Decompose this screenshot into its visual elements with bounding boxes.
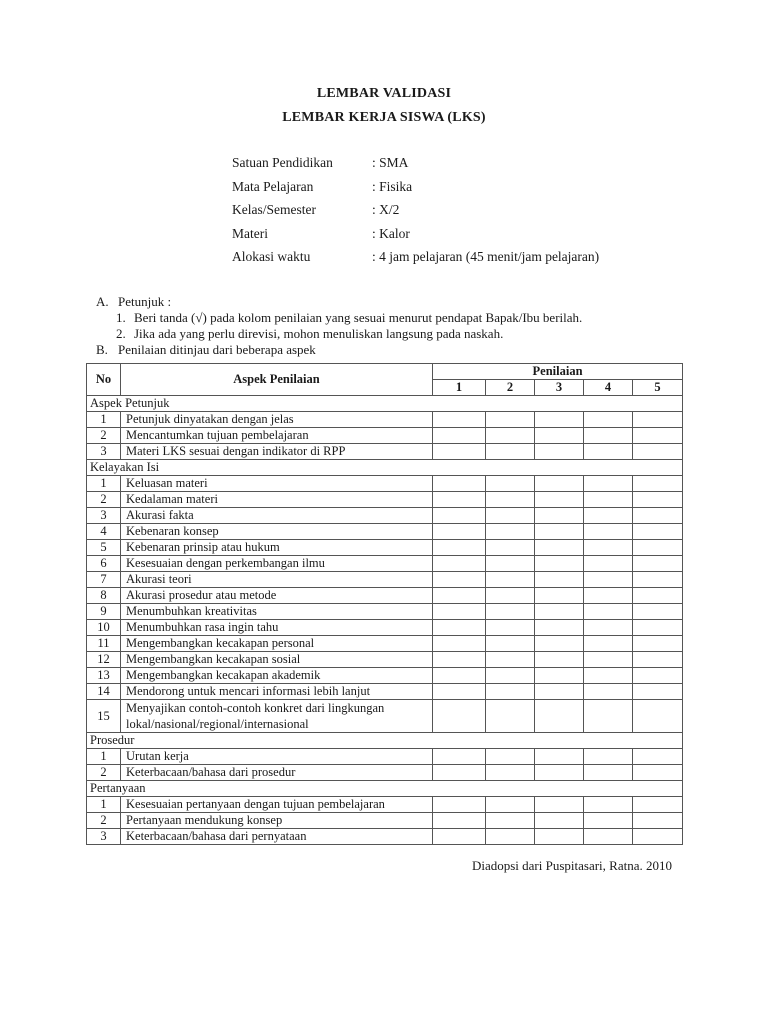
row-aspect: Akurasi fakta — [121, 508, 433, 524]
score-cell-3[interactable] — [535, 652, 584, 668]
table-row — [87, 684, 683, 700]
score-cell-3[interactable] — [535, 813, 584, 829]
score-cell-4[interactable] — [584, 684, 633, 700]
row-aspect: Menyajikan contoh-contoh konkret dari lingkungan lokal/nasional/regional/internasional — [121, 700, 433, 733]
score-cell-1[interactable] — [433, 636, 486, 652]
row-number: 2 — [87, 492, 121, 508]
score-cell-4[interactable] — [584, 476, 633, 492]
table-header-row — [87, 364, 683, 380]
score-cell-1[interactable] — [433, 524, 486, 540]
score-cell-4[interactable] — [584, 652, 633, 668]
score-cell-1[interactable] — [433, 829, 486, 845]
score-cell-3[interactable] — [535, 829, 584, 845]
instruction-b — [96, 342, 582, 358]
score-cell-3[interactable] — [535, 765, 584, 781]
header-penilaian: Penilaian — [433, 364, 683, 380]
score-cell-3[interactable] — [535, 412, 584, 428]
score-cell-4[interactable] — [584, 556, 633, 572]
score-cell-4[interactable] — [584, 540, 633, 556]
score-cell-3[interactable] — [535, 508, 584, 524]
score-cell-4[interactable] — [584, 604, 633, 620]
identity-block — [232, 155, 599, 273]
score-header: 4 — [584, 380, 633, 396]
item-number: 2. — [116, 326, 126, 341]
score-header: 3 — [535, 380, 584, 396]
table-row — [87, 412, 683, 428]
score-cell-5[interactable] — [633, 797, 683, 813]
score-cell-3[interactable] — [535, 524, 584, 540]
section-title: Aspek Petunjuk — [87, 396, 683, 412]
instruction-item-2 — [96, 326, 582, 342]
table-row — [87, 556, 683, 572]
score-cell-4[interactable] — [584, 620, 633, 636]
score-cell-2[interactable] — [486, 412, 535, 428]
score-cell-1[interactable] — [433, 412, 486, 428]
score-cell-4[interactable] — [584, 700, 633, 733]
score-cell-5[interactable] — [633, 588, 683, 604]
score-cell-2[interactable] — [486, 444, 535, 460]
score-cell-2[interactable] — [486, 604, 535, 620]
row-aspect: Mengembangkan kecakapan sosial — [121, 652, 433, 668]
table-row — [87, 428, 683, 444]
score-cell-1[interactable] — [433, 476, 486, 492]
score-cell-1[interactable] — [433, 620, 486, 636]
score-cell-1[interactable] — [433, 684, 486, 700]
score-cell-5[interactable] — [633, 508, 683, 524]
score-header: 5 — [633, 380, 683, 396]
score-cell-4[interactable] — [584, 668, 633, 684]
meta-row-satuan — [232, 155, 599, 179]
score-cell-1[interactable] — [433, 749, 486, 765]
score-cell-4[interactable] — [584, 829, 633, 845]
row-number: 1 — [87, 476, 121, 492]
table-row — [87, 765, 683, 781]
score-cell-4[interactable] — [584, 813, 633, 829]
table-row — [87, 492, 683, 508]
score-cell-2[interactable] — [486, 684, 535, 700]
item-text: Jika ada yang perlu direvisi, mohon menuliskan langsung pada naskah. — [134, 326, 504, 341]
section-row — [87, 733, 683, 749]
row-aspect: Kebenaran prinsip atau hukum — [121, 540, 433, 556]
row-number: 11 — [87, 636, 121, 652]
table-row — [87, 652, 683, 668]
score-cell-5[interactable] — [633, 765, 683, 781]
row-aspect: Urutan kerja — [121, 749, 433, 765]
score-cell-3[interactable] — [535, 668, 584, 684]
score-cell-5[interactable] — [633, 412, 683, 428]
score-cell-5[interactable] — [633, 684, 683, 700]
section-text: Petunjuk : — [118, 294, 172, 309]
score-cell-1[interactable] — [433, 604, 486, 620]
table-row — [87, 444, 683, 460]
score-cell-5[interactable] — [633, 556, 683, 572]
row-aspect: Kebenaran konsep — [121, 524, 433, 540]
section-row — [87, 460, 683, 476]
instruction-item-1 — [96, 310, 582, 326]
score-cell-3[interactable] — [535, 476, 584, 492]
score-cell-1[interactable] — [433, 556, 486, 572]
score-cell-2[interactable] — [486, 492, 535, 508]
row-aspect: Petunjuk dinyatakan dengan jelas — [121, 412, 433, 428]
score-cell-1[interactable] — [433, 652, 486, 668]
section-letter: A. — [96, 294, 109, 309]
assessment-table — [86, 363, 683, 845]
header-no: No — [87, 364, 121, 396]
section-title: Kelayakan Isi — [87, 460, 683, 476]
row-aspect: Keterbacaan/bahasa dari pernyataan — [121, 829, 433, 845]
score-cell-2[interactable] — [486, 540, 535, 556]
item-text: Beri tanda (√) pada kolom penilaian yang sesuai menurut pendapat Bapak/Ibu berilah. — [134, 310, 583, 325]
score-cell-4[interactable] — [584, 524, 633, 540]
section-letter: B. — [96, 342, 108, 357]
score-cell-5[interactable] — [633, 572, 683, 588]
table-row — [87, 540, 683, 556]
row-number: 5 — [87, 540, 121, 556]
meta-label: Satuan Pendidikan — [232, 155, 333, 170]
meta-label: Materi — [232, 225, 268, 241]
score-cell-4[interactable] — [584, 636, 633, 652]
score-cell-4[interactable] — [584, 492, 633, 508]
score-cell-1[interactable] — [433, 492, 486, 508]
score-cell-5[interactable] — [633, 540, 683, 556]
score-cell-4[interactable] — [584, 444, 633, 460]
score-cell-4[interactable] — [584, 412, 633, 428]
score-cell-2[interactable] — [486, 508, 535, 524]
meta-row-kelas — [232, 202, 599, 226]
row-aspect: Kedalaman materi — [121, 492, 433, 508]
score-cell-4[interactable] — [584, 508, 633, 524]
score-cell-2[interactable] — [486, 700, 535, 733]
score-cell-5[interactable] — [633, 652, 683, 668]
score-cell-3[interactable] — [535, 636, 584, 652]
score-cell-5[interactable] — [633, 749, 683, 765]
row-aspect: Mengembangkan kecakapan akademik — [121, 668, 433, 684]
row-number: 3 — [87, 508, 121, 524]
score-cell-4[interactable] — [584, 797, 633, 813]
row-aspect: Akurasi teori — [121, 572, 433, 588]
row-aspect: Materi LKS sesuai dengan indikator di RPP — [121, 444, 433, 460]
row-number: 14 — [87, 684, 121, 700]
table-row — [87, 572, 683, 588]
score-cell-1[interactable] — [433, 765, 486, 781]
score-cell-5[interactable] — [633, 620, 683, 636]
table-row — [87, 636, 683, 652]
table-row — [87, 524, 683, 540]
score-header: 1 — [433, 380, 486, 396]
row-aspect: Akurasi prosedur atau metode — [121, 588, 433, 604]
score-cell-5[interactable] — [633, 444, 683, 460]
score-cell-2[interactable] — [486, 572, 535, 588]
meta-value: : X/2 — [372, 202, 400, 217]
meta-row-materi — [232, 226, 599, 250]
table-row — [87, 508, 683, 524]
score-cell-4[interactable] — [584, 572, 633, 588]
score-cell-1[interactable] — [433, 444, 486, 460]
score-cell-2[interactable] — [486, 636, 535, 652]
meta-row-alokasi — [232, 249, 599, 273]
score-cell-3[interactable] — [535, 492, 584, 508]
score-cell-4[interactable] — [584, 749, 633, 765]
score-cell-4[interactable] — [584, 428, 633, 444]
row-number: 12 — [87, 652, 121, 668]
table-row — [87, 604, 683, 620]
score-cell-2[interactable] — [486, 765, 535, 781]
meta-value: : SMA — [372, 155, 409, 170]
score-cell-1[interactable] — [433, 572, 486, 588]
score-cell-2[interactable] — [486, 588, 535, 604]
score-cell-1[interactable] — [433, 700, 486, 733]
row-number: 2 — [87, 813, 121, 829]
row-number: 8 — [87, 588, 121, 604]
score-cell-1[interactable] — [433, 797, 486, 813]
score-cell-3[interactable] — [535, 684, 584, 700]
table-row — [87, 588, 683, 604]
row-number: 1 — [87, 797, 121, 813]
section-row — [87, 396, 683, 412]
row-number: 15 — [87, 700, 121, 733]
row-number: 3 — [87, 829, 121, 845]
instruction-a — [96, 294, 582, 310]
table-row — [87, 668, 683, 684]
section-title: Prosedur — [87, 733, 683, 749]
score-cell-3[interactable] — [535, 797, 584, 813]
table-row — [87, 797, 683, 813]
row-number: 9 — [87, 604, 121, 620]
score-cell-2[interactable] — [486, 749, 535, 765]
header-aspek: Aspek Penilaian — [121, 364, 433, 396]
score-cell-5[interactable] — [633, 604, 683, 620]
score-cell-4[interactable] — [584, 588, 633, 604]
row-aspect: Mendorong untuk mencari informasi lebih lanjut — [121, 684, 433, 700]
row-number: 3 — [87, 444, 121, 460]
score-cell-2[interactable] — [486, 829, 535, 845]
row-number: 6 — [87, 556, 121, 572]
score-cell-2[interactable] — [486, 797, 535, 813]
score-cell-5[interactable] — [633, 668, 683, 684]
row-aspect: Mengembangkan kecakapan personal — [121, 636, 433, 652]
score-cell-1[interactable] — [433, 588, 486, 604]
score-cell-5[interactable] — [633, 700, 683, 733]
meta-label: Mata Pelajaran — [232, 178, 314, 194]
page-subtitle: LEMBAR KERJA SISWA (LKS) — [282, 110, 486, 125]
table-row — [87, 620, 683, 636]
score-cell-2[interactable] — [486, 524, 535, 540]
score-cell-5[interactable] — [633, 829, 683, 845]
score-cell-3[interactable] — [535, 572, 584, 588]
score-cell-1[interactable] — [433, 540, 486, 556]
row-number: 1 — [87, 412, 121, 428]
score-cell-3[interactable] — [535, 620, 584, 636]
score-cell-5[interactable] — [633, 476, 683, 492]
score-cell-3[interactable] — [535, 444, 584, 460]
page-title: LEMBAR VALIDASI — [316, 86, 452, 101]
row-number: 2 — [87, 765, 121, 781]
score-cell-2[interactable] — [486, 652, 535, 668]
meta-row-mapel — [232, 179, 599, 203]
row-aspect: Keterbacaan/bahasa dari prosedur — [121, 765, 433, 781]
score-cell-3[interactable] — [535, 556, 584, 572]
score-cell-1[interactable] — [433, 428, 486, 444]
row-aspect: Menumbuhkan rasa ingin tahu — [121, 620, 433, 636]
score-cell-2[interactable] — [486, 556, 535, 572]
meta-label: Alokasi waktu — [232, 249, 311, 264]
score-cell-5[interactable] — [633, 636, 683, 652]
score-cell-2[interactable] — [486, 620, 535, 636]
row-aspect: Mencantumkan tujuan pembelajaran — [121, 428, 433, 444]
score-cell-4[interactable] — [584, 765, 633, 781]
table-row — [87, 476, 683, 492]
row-aspect: Menumbuhkan kreativitas — [121, 604, 433, 620]
score-cell-3[interactable] — [535, 749, 584, 765]
score-cell-1[interactable] — [433, 813, 486, 829]
score-cell-2[interactable] — [486, 668, 535, 684]
row-number: 2 — [87, 428, 121, 444]
row-aspect: Pertanyaan mendukung konsep — [121, 813, 433, 829]
section-title: Pertanyaan — [87, 781, 683, 797]
score-cell-3[interactable] — [535, 540, 584, 556]
score-cell-2[interactable] — [486, 428, 535, 444]
instructions — [96, 294, 582, 358]
score-cell-2[interactable] — [486, 476, 535, 492]
table-row — [87, 829, 683, 845]
score-cell-5[interactable] — [633, 813, 683, 829]
score-cell-5[interactable] — [633, 428, 683, 444]
row-aspect: Kesesuaian pertanyaan dengan tujuan pembelajaran — [121, 797, 433, 813]
section-row — [87, 781, 683, 797]
row-number: 4 — [87, 524, 121, 540]
score-cell-3[interactable] — [535, 588, 584, 604]
row-aspect: Kesesuaian dengan perkembangan ilmu — [121, 556, 433, 572]
score-cell-1[interactable] — [433, 668, 486, 684]
table-row — [87, 749, 683, 765]
score-cell-3[interactable] — [535, 604, 584, 620]
meta-value: : 4 jam pelajaran (45 menit/jam pelajaran) — [372, 249, 600, 264]
source-note: Diadopsi dari Puspitasari, Ratna. 2010 — [471, 858, 672, 873]
row-number: 1 — [87, 749, 121, 765]
table-row — [87, 700, 683, 733]
score-cell-5[interactable] — [633, 524, 683, 540]
table-body — [87, 396, 683, 845]
row-number: 10 — [87, 620, 121, 636]
meta-value: : Kalor — [372, 225, 410, 241]
score-cell-3[interactable] — [535, 700, 584, 733]
item-number: 1. — [116, 310, 126, 325]
table-row — [87, 813, 683, 829]
score-cell-1[interactable] — [433, 508, 486, 524]
score-header: 2 — [486, 380, 535, 396]
row-number: 13 — [87, 668, 121, 684]
score-cell-2[interactable] — [486, 813, 535, 829]
score-cell-3[interactable] — [535, 428, 584, 444]
row-number: 7 — [87, 572, 121, 588]
score-cell-5[interactable] — [633, 492, 683, 508]
section-text: Penilaian ditinjau dari beberapa aspek — [118, 342, 316, 357]
meta-value: : Fisika — [372, 178, 413, 194]
meta-label: Kelas/Semester — [232, 202, 316, 217]
row-aspect: Keluasan materi — [121, 476, 433, 492]
